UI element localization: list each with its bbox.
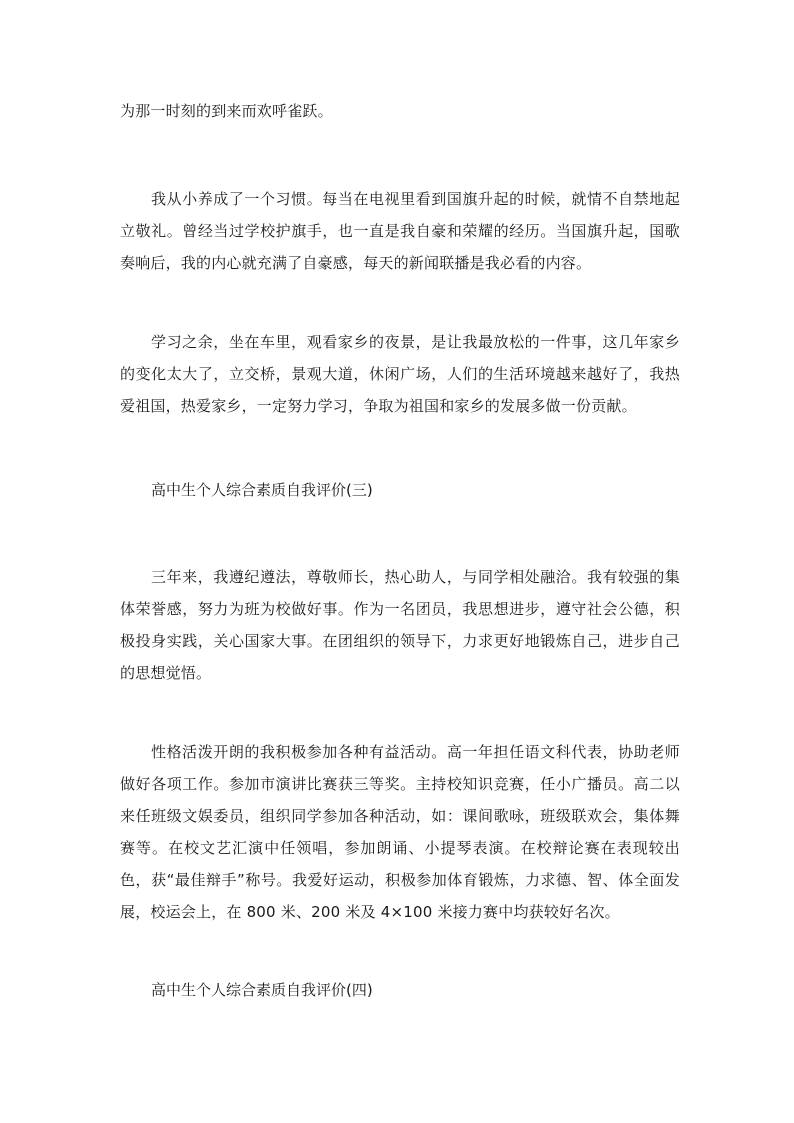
paragraph-three-years: 三年来，我遵纪遵法，尊敬师长，热心助人，与同学相处融洽。我有较强的集体荣誉感，努力为班为校做好事。作为一名团员，我思想进步，遵守社会公德，积极投身实践，关心国家大事。在团组织的领导下，力求更好地锻炼自己，进步自己的思想觉悟。 [120,568,680,682]
paragraph-intro-end: 为那一时刻的到来而欢呼雀跃。 [120,102,333,120]
paragraph-flag-habit: 我从小养成了一个习惯。每当在电视里看到国旗升起的时候，就情不自禁地起立敬礼。曾经当过学校护旗手，也一直是我自豪和荣耀的经历。当国旗升起，国歌奏响后，我的内心就充满了自豪感，每天的新闻联播是我必看的内容。 [120,190,680,272]
paragraph-activities: 性格活泼开朗的我积极参加各种有益活动。高一年担任语文科代表，协助老师做好各项工作。参加市演讲比赛获三等奖。主持校知识竞赛，任小广播员。高二以来任班级文娱委员，组织同学参加各种活动，如：课间歌咏，班级联欢会，集体舞赛等。在校文艺汇演中任领唱，参加朗诵、小提琴表演。在校辩论赛在表现较出色，获“最佳辩手”称号。我爱好运动，积极参加体育锻炼，力求德、智、体全面发展，校运会上，在 800 米、200 米及 4×100 米接力赛中均获较好名次。 [120,743,680,921]
section-heading-four: 高中生个人综合素质自我评价(四) [151,981,373,999]
section-heading-three: 高中生个人综合素质自我评价(三) [151,481,373,499]
paragraph-hometown: 学习之余，坐在车里，观看家乡的夜景，是让我最放松的一件事，这几年家乡的变化太大了，立交桥，景观大道，休闲广场，人们的生活环境越来越好了，我热爱祖国，热爱家乡，一定努力学习，争取为祖国和家乡的发展多做一份贡献。 [120,333,680,415]
